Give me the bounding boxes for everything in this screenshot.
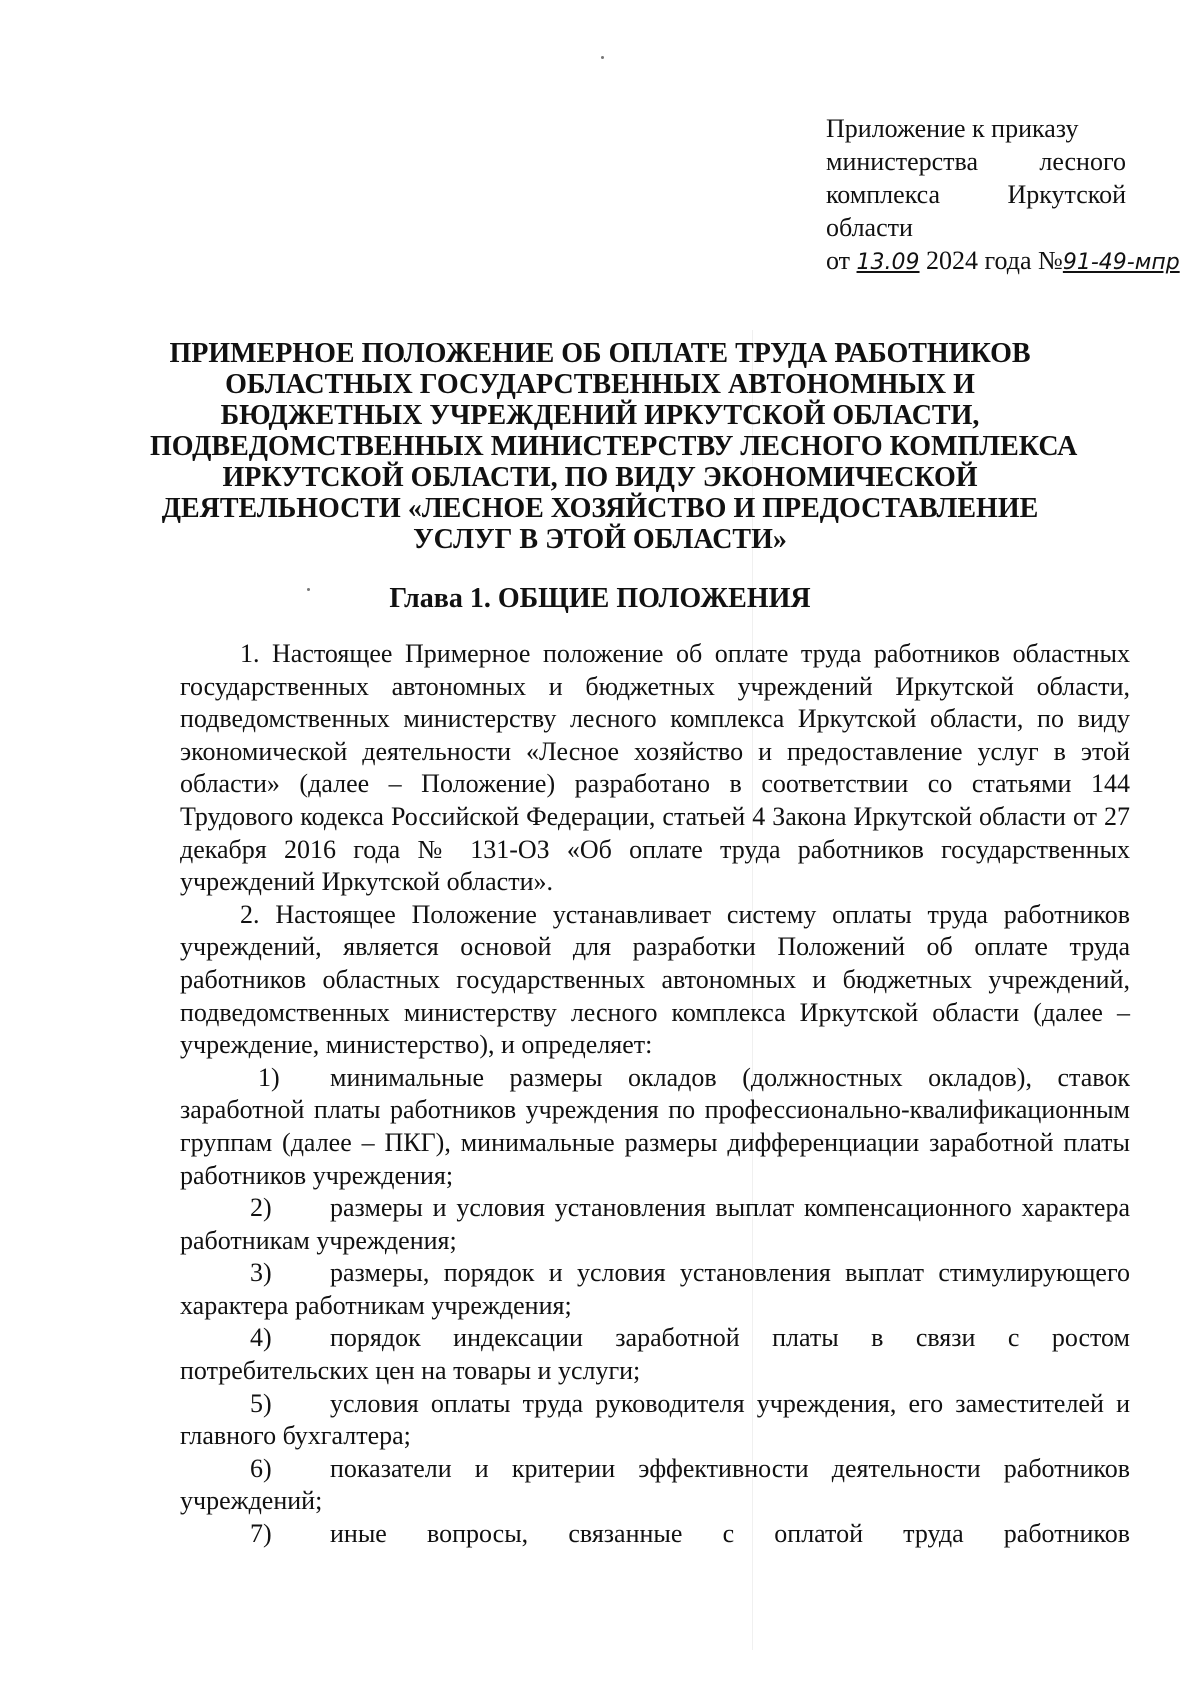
list-item-text: размеры, порядок и условия установления выплат стимулирующего характера работникам учреждения; <box>180 1258 1130 1320</box>
title-line: УСЛУГ В ЭТОЙ ОБЛАСТИ» <box>413 524 787 555</box>
title-line: ДЕЯТЕЛЬНОСТИ «ЛЕСНОЕ ХОЗЯЙСТВО И ПРЕДОСТАВЛЕНИЕ <box>161 493 1039 524</box>
title-line: ПОДВЕДОМСТВЕННЫХ МИНИСТЕРСТВУ ЛЕСНОГО КОМПЛЕКСА <box>150 431 1078 462</box>
document-body <box>180 638 1130 1551</box>
list-item-number: 4) <box>250 1323 272 1353</box>
title-line: ОБЛАСТНЫХ ГОСУДАРСТВЕННЫХ АВТОНОМНЫХ И <box>225 369 975 400</box>
title-line: БЮДЖЕТНЫХ УЧРЕЖДЕНИЙ ИРКУТСКОЙ ОБЛАСТИ, <box>220 400 980 431</box>
list-item-text: порядок индексации заработной платы в связи с ростом потребительских цен на товары и услуги; <box>180 1323 1130 1386</box>
title-line: ПРИМЕРНОЕ ПОЛОЖЕНИЕ ОБ ОПЛАТЕ ТРУДА РАБОТНИКОВ <box>169 338 1031 369</box>
appendix-word: министерства <box>826 147 979 176</box>
appendix-line-3 <box>826 178 1126 211</box>
appendix-word: Иркутской <box>1007 180 1126 209</box>
list-item <box>180 1192 1130 1257</box>
list-item <box>180 1388 1130 1453</box>
list-item-number: 2) <box>250 1193 272 1223</box>
date-year: 2024 года № <box>926 246 1063 275</box>
appendix-date-line <box>826 244 1180 279</box>
list-item-number: 6) <box>250 1453 272 1483</box>
list-item <box>180 1322 1130 1387</box>
list-item-number: 1) <box>258 1062 280 1092</box>
paragraph-1: 1. Настоящее Примерное положение об оплате труда работников областных государственных автономных и бюджетных учреждений Иркутской области, подведомственных министерству лесного комплекса Иркутской области, по виду экономической деятельности «Лесное хозяйство и предоставление услуг в этой области» (далее – Положение) разработано в соответствии со статьями 144 Трудового кодекса Российской Федерации, статьей 4 Закона Иркутской области от 27 декабря 2016 года № 131-ОЗ «Об оплате труда работников государственных учреждений Иркутской области». <box>180 639 1130 897</box>
list-item-number: 3) <box>250 1258 272 1288</box>
appendix-word: комплекса <box>826 180 941 209</box>
list-item-text: минимальные размеры окладов (должностных окладов), ставок заработной платы работников учреждения по профессионально-квалификационным группам (далее – ПКГ), минимальные размеры дифференциации заработной платы работников учреждения; <box>180 1062 1130 1190</box>
list-item <box>180 1453 1130 1518</box>
handwritten-order-number: 91-49-мпр <box>1062 250 1180 275</box>
list-item-number: 7) <box>250 1519 272 1549</box>
appendix-line-1: Приложение к приказу <box>826 114 1079 143</box>
scan-dot <box>601 56 604 59</box>
date-prefix: от <box>826 246 851 275</box>
list-item <box>180 1518 1130 1551</box>
appendix-note <box>826 112 1180 279</box>
list-item-text: показатели и критерии эффективности деятельности работников учреждений; <box>180 1453 1130 1516</box>
paragraph-2: 2. Настоящее Положение устанавливает систему оплаты труда работников учреждений, является основой для разработки Положений об оплате труда работников областных государственных автономных и бюджетных учреждений, подведомственных министерству лесного комплекса Иркутской области (далее – учреждение, министерство), и определяет: <box>180 899 1130 1060</box>
appendix-word: лесного <box>1039 147 1126 176</box>
list-item-text: условия оплаты труда руководителя учреждения, его заместителей и главного бухгалтера; <box>180 1388 1130 1451</box>
appendix-line-4: области <box>826 213 913 242</box>
list-item-text: размеры и условия установления выплат компенсационного характера работникам учреждения; <box>180 1193 1130 1255</box>
list-item-text: иные вопросы, связанные с оплатой труда работников <box>330 1519 1130 1549</box>
list-item-number: 5) <box>250 1388 272 1418</box>
list-item <box>180 1257 1130 1322</box>
appendix-line-2 <box>826 145 1126 178</box>
document-title <box>150 338 1078 555</box>
handwritten-date: 13.09 <box>856 250 920 275</box>
chapter-heading: Глава 1. ОБЩИЕ ПОЛОЖЕНИЯ <box>389 583 811 614</box>
list-item <box>180 1062 1130 1192</box>
title-line: ИРКУТСКОЙ ОБЛАСТИ, ПО ВИДУ ЭКОНОМИЧЕСКОЙ <box>222 462 978 493</box>
